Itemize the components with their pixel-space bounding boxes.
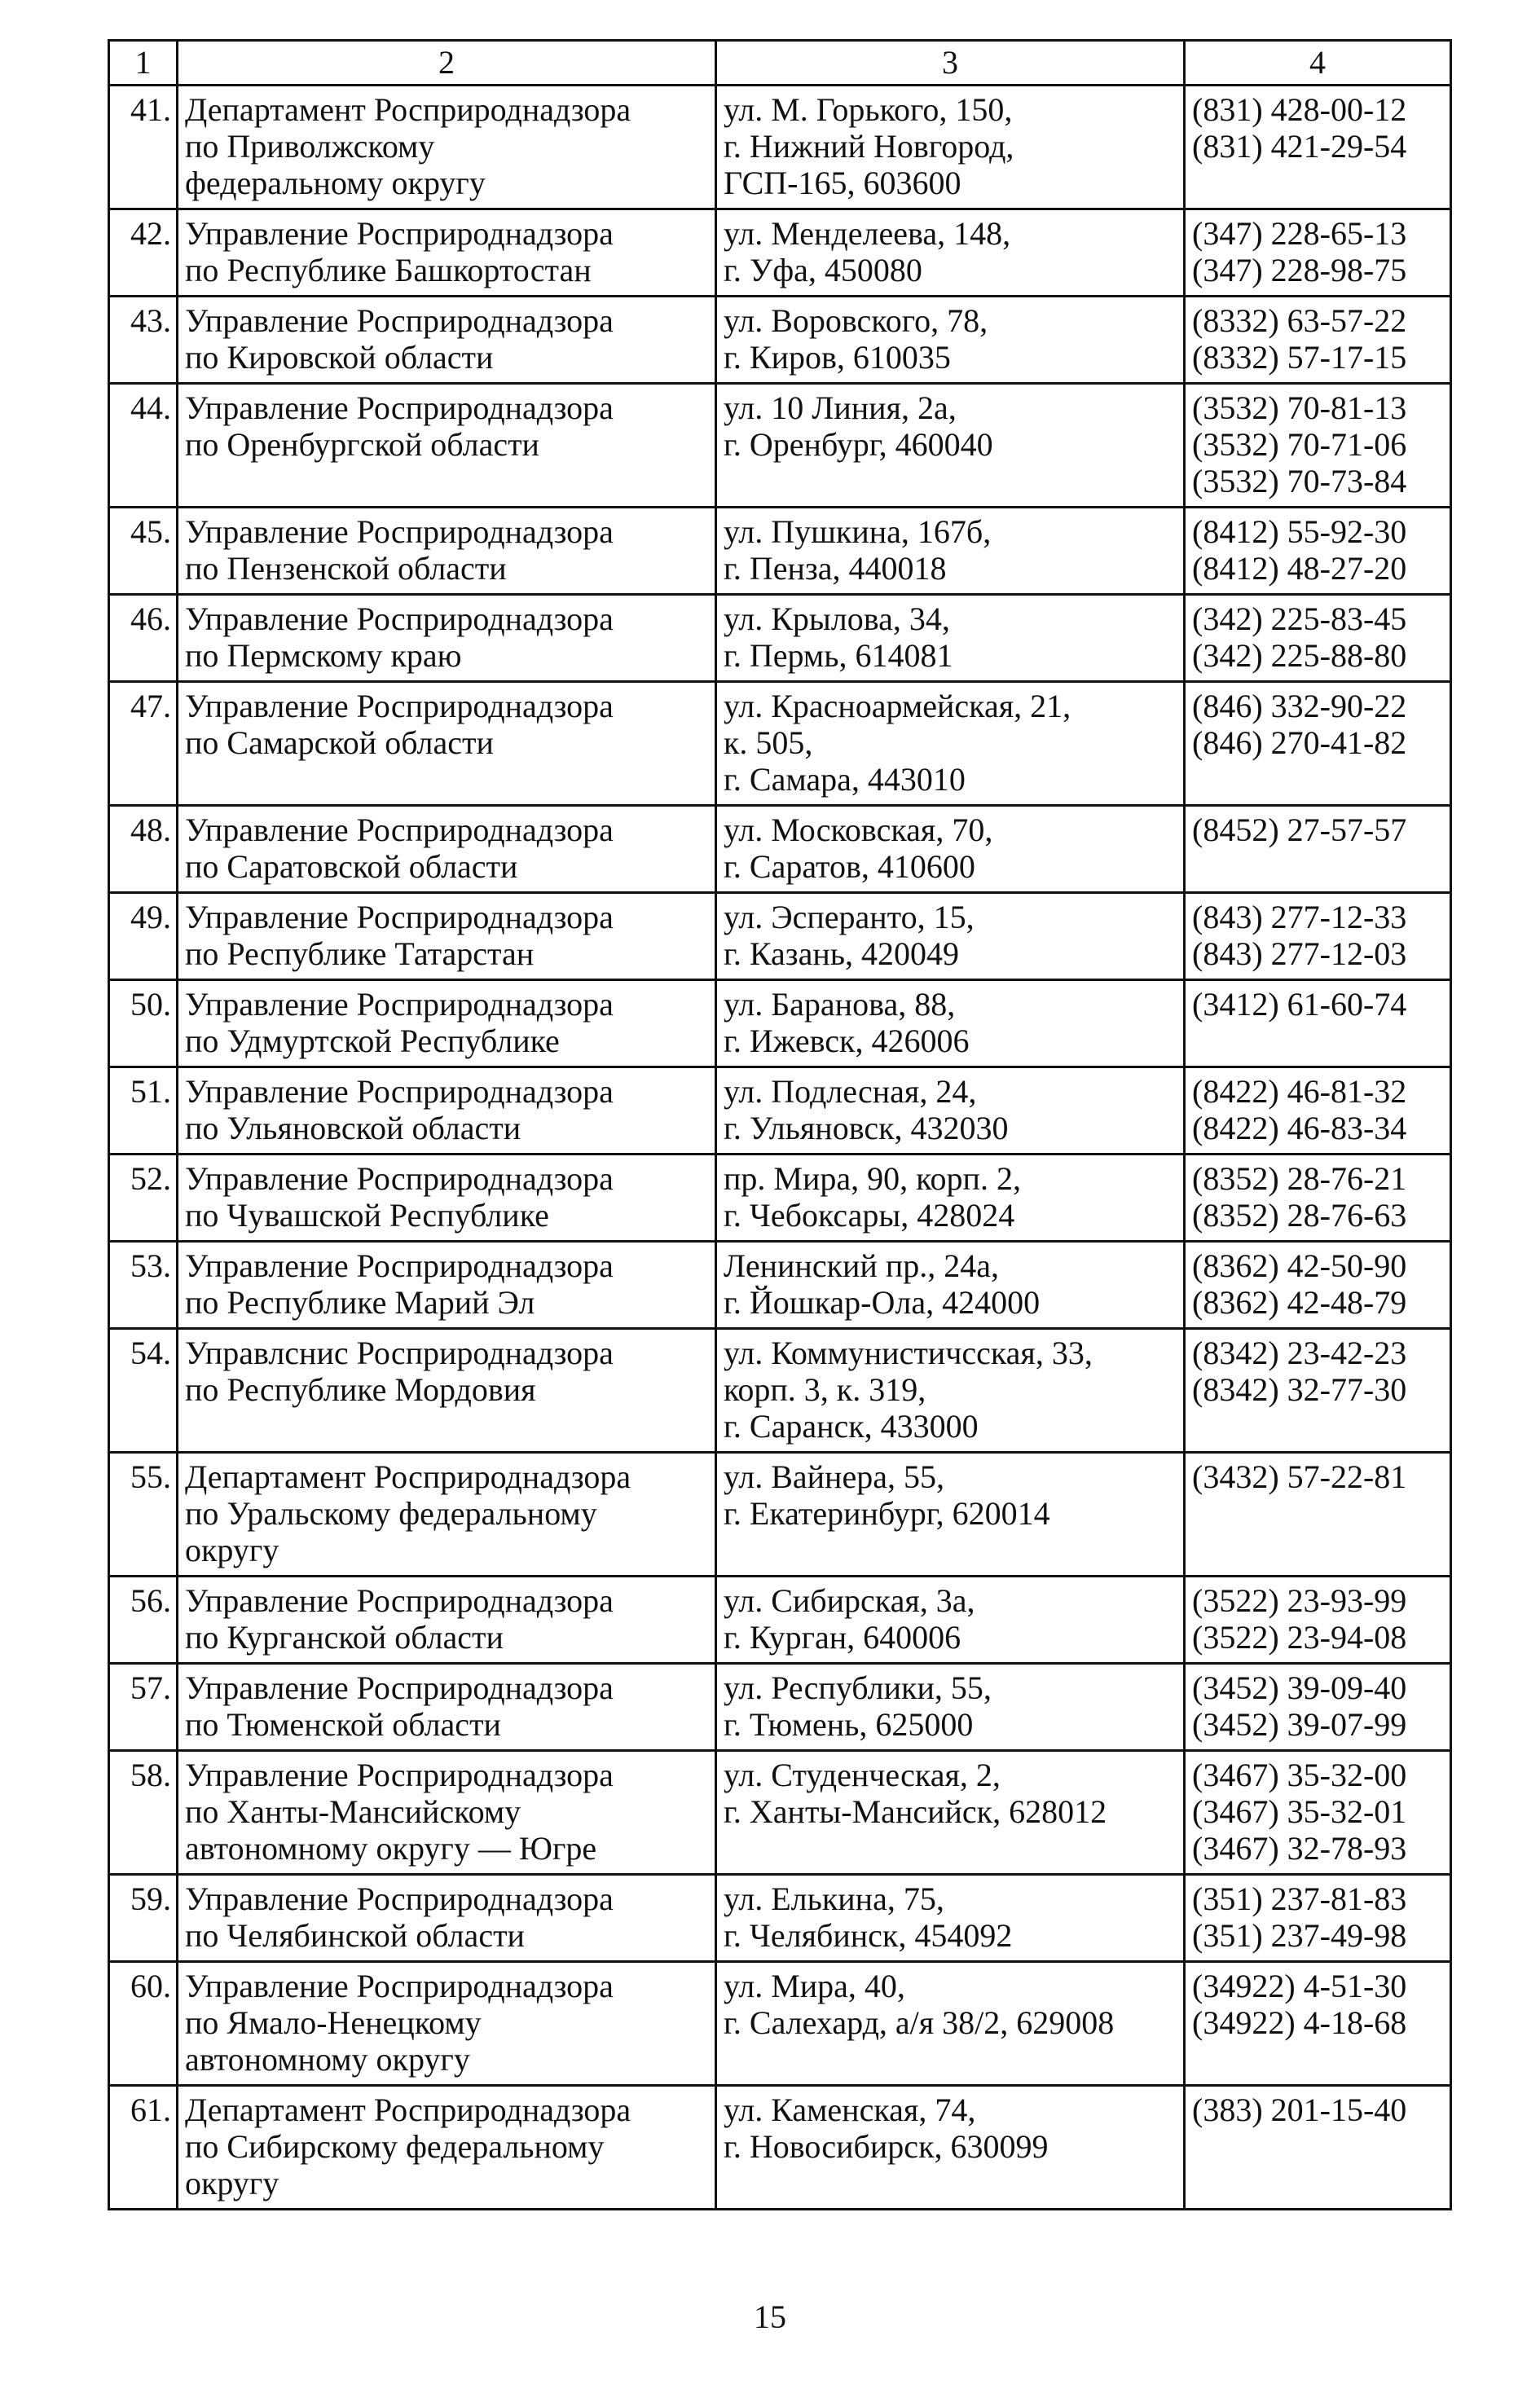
row-number: 56. <box>109 1577 178 1664</box>
address-cell <box>716 2086 1185 2210</box>
address-line: ул. Каменская, 74, <box>724 2092 976 2128</box>
phone-line: (351) 237-81-83 <box>1192 1880 1407 1917</box>
address-line: ул. Подлесная, 24, <box>724 1073 977 1110</box>
table-row <box>109 1329 1451 1453</box>
phones-cell <box>1185 2086 1451 2210</box>
address-line: Ленинский пр., 24а, <box>724 1247 999 1284</box>
phone-line: (8342) 23-42-23 <box>1192 1335 1407 1371</box>
address-line: г. Казань, 420049 <box>724 935 960 972</box>
address-line: ул. Баранова, 88, <box>724 986 956 1023</box>
organization-cell <box>178 1453 716 1577</box>
address-cell <box>716 209 1185 297</box>
address-cell <box>716 980 1185 1067</box>
address-line: г. Самара, 443010 <box>724 761 966 798</box>
organization-cell <box>178 1577 716 1664</box>
row-number: 41. <box>109 86 178 209</box>
phone-line: (831) 428-00-12 <box>1192 91 1407 128</box>
address-line: г. Ижевск, 426006 <box>724 1023 970 1059</box>
column-header-number: 1 <box>109 41 178 86</box>
phones-cell <box>1185 1962 1451 2086</box>
address-line: ул. Менделеева, 148, <box>724 215 1011 252</box>
row-number: 50. <box>109 980 178 1067</box>
address-line: корп. 3, к. 319, <box>724 1371 926 1408</box>
organization-line: по Курганской области <box>185 1619 504 1656</box>
address-cell <box>716 297 1185 384</box>
address-cell <box>716 1962 1185 2086</box>
table-body <box>109 86 1451 2210</box>
address-cell <box>716 1453 1185 1577</box>
address-line: г. Пермь, 614081 <box>724 637 953 674</box>
phone-line: (347) 228-98-75 <box>1192 252 1407 288</box>
organization-line: Управление Росприроднадзора <box>185 600 614 637</box>
table-row <box>109 86 1451 209</box>
organization-line: округу <box>185 2165 279 2201</box>
address-line: г. Йошкар-Ола, 424000 <box>724 1284 1041 1321</box>
row-number: 46. <box>109 595 178 682</box>
organization-line: округу <box>185 1532 279 1568</box>
address-line: ул. Студенческая, 2, <box>724 1757 1001 1793</box>
phones-cell <box>1185 1453 1451 1577</box>
phone-line: (8412) 55-92-30 <box>1192 513 1407 550</box>
address-cell <box>716 806 1185 893</box>
address-line: к. 505, <box>724 724 813 761</box>
phones-cell <box>1185 297 1451 384</box>
address-line: ул. Красноармейская, 21, <box>724 688 1071 724</box>
row-number: 51. <box>109 1067 178 1155</box>
address-line: ул. Республики, 55, <box>724 1669 992 1706</box>
address-line: ул. Елькина, 75, <box>724 1880 944 1917</box>
phone-line: (8362) 42-50-90 <box>1192 1247 1407 1284</box>
organization-cell <box>178 806 716 893</box>
address-cell <box>716 682 1185 806</box>
phone-line: (8352) 28-76-63 <box>1192 1197 1407 1234</box>
organization-line: по Чувашской Республике <box>185 1197 549 1234</box>
table-row <box>109 2086 1451 2210</box>
phone-line: (3467) 32-78-93 <box>1192 1830 1407 1867</box>
organization-line: по Кировской области <box>185 339 494 376</box>
row-number: 45. <box>109 508 178 595</box>
phones-cell <box>1185 595 1451 682</box>
column-header-address: 3 <box>716 41 1185 86</box>
organization-line: Департамент Росприроднадзора <box>185 2092 631 2128</box>
address-line: г. Нижний Новгород, <box>724 128 1014 165</box>
organization-line: автономному округу <box>185 2041 470 2078</box>
phones-cell <box>1185 1067 1451 1155</box>
phone-line: (3412) 61-60-74 <box>1192 986 1407 1023</box>
organization-line: по Пермскому краю <box>185 637 462 674</box>
organization-cell <box>178 384 716 508</box>
phone-line: (843) 277-12-03 <box>1192 935 1407 972</box>
organization-line: Управление Росприроднадзора <box>185 986 614 1023</box>
organization-line: по Ульяновской области <box>185 1110 521 1146</box>
phone-line: (8332) 63-57-22 <box>1192 302 1407 339</box>
address-line: ул. Коммунистичсская, 33, <box>724 1335 1093 1371</box>
organization-line: Департамент Росприроднадзора <box>185 91 631 128</box>
address-line: г. Тюмень, 625000 <box>724 1706 974 1743</box>
column-header-organization: 2 <box>178 41 716 86</box>
organization-line: по Удмуртской Республике <box>185 1023 560 1059</box>
address-cell <box>716 1242 1185 1329</box>
phone-line: (843) 277-12-33 <box>1192 899 1407 935</box>
organization-line: Управление Росприроднадзора <box>185 1669 614 1706</box>
phone-line: (383) 201-15-40 <box>1192 2092 1407 2128</box>
header-row <box>109 41 1451 86</box>
phone-line: (8362) 42-48-79 <box>1192 1284 1407 1321</box>
organization-line: по Республике Татарстан <box>185 935 535 972</box>
address-line: ГСП-165, 603600 <box>724 165 961 201</box>
organization-line: по Республике Башкортостан <box>185 252 592 288</box>
phones-cell <box>1185 1242 1451 1329</box>
phone-line: (3467) 35-32-01 <box>1192 1793 1407 1830</box>
table-row <box>109 1453 1451 1577</box>
address-cell <box>716 508 1185 595</box>
organization-line: Департамент Росприроднадзора <box>185 1458 631 1495</box>
table-row <box>109 1875 1451 1962</box>
organization-cell <box>178 682 716 806</box>
address-cell <box>716 1664 1185 1751</box>
address-line: ул. М. Горького, 150, <box>724 91 1013 128</box>
organization-cell <box>178 1664 716 1751</box>
organization-line: по Пензенской области <box>185 550 507 587</box>
row-number: 47. <box>109 682 178 806</box>
organization-line: по Республике Марий Эл <box>185 1284 535 1321</box>
row-number: 59. <box>109 1875 178 1962</box>
phone-line: (8422) 46-83-34 <box>1192 1110 1407 1146</box>
address-cell <box>716 1067 1185 1155</box>
address-line: г. Ульяновск, 432030 <box>724 1110 1009 1146</box>
table-row <box>109 209 1451 297</box>
organization-line: по Приволжскому <box>185 128 435 165</box>
table-row <box>109 682 1451 806</box>
row-number: 58. <box>109 1751 178 1875</box>
address-line: г. Саратов, 410600 <box>724 848 975 885</box>
phones-cell <box>1185 384 1451 508</box>
address-line: г. Киров, 610035 <box>724 339 951 376</box>
phone-line: (3452) 39-09-40 <box>1192 1669 1407 1706</box>
phone-line: (3532) 70-71-06 <box>1192 426 1407 463</box>
organization-line: Управлснис Росприроднадзора <box>185 1335 614 1371</box>
row-number: 55. <box>109 1453 178 1577</box>
organization-line: Управление Росприроднадзора <box>185 1073 614 1110</box>
phones-cell <box>1185 682 1451 806</box>
organization-line: Управление Росприроднадзора <box>185 1880 614 1917</box>
organization-cell <box>178 1155 716 1242</box>
organization-cell <box>178 1962 716 2086</box>
table-row <box>109 297 1451 384</box>
organization-cell <box>178 893 716 980</box>
phones-cell <box>1185 508 1451 595</box>
organization-cell <box>178 508 716 595</box>
address-line: ул. Вайнера, 55, <box>724 1458 944 1495</box>
address-cell <box>716 893 1185 980</box>
phone-line: (3532) 70-73-84 <box>1192 463 1407 499</box>
organization-line: Управление Росприроднадзора <box>185 899 614 935</box>
address-line: г. Уфа, 450080 <box>724 252 922 288</box>
address-cell <box>716 86 1185 209</box>
phone-line: (8412) 48-27-20 <box>1192 550 1407 587</box>
organization-line: по Ямало-Ненецкому <box>185 2004 482 2041</box>
table-row <box>109 1155 1451 1242</box>
phone-line: (3432) 57-22-81 <box>1192 1458 1407 1495</box>
directory-table <box>108 39 1452 2210</box>
organization-line: Управление Росприроднадзора <box>185 1582 614 1619</box>
row-number: 42. <box>109 209 178 297</box>
address-line: ул. Воровского, 78, <box>724 302 988 339</box>
organization-line: по Уральскому федеральному <box>185 1495 597 1532</box>
address-line: ул. Московская, 70, <box>724 812 993 848</box>
organization-line: федеральному округу <box>185 165 486 201</box>
address-line: г. Оренбург, 460040 <box>724 426 993 463</box>
phone-line: (8332) 57-17-15 <box>1192 339 1407 376</box>
row-number: 43. <box>109 297 178 384</box>
phone-line: (8342) 32-77-30 <box>1192 1371 1407 1408</box>
table-row <box>109 1577 1451 1664</box>
organization-line: Управление Росприроднадзора <box>185 1160 614 1197</box>
address-line: пр. Мира, 90, корп. 2, <box>724 1160 1021 1197</box>
phones-cell <box>1185 1751 1451 1875</box>
organization-cell <box>178 595 716 682</box>
address-cell <box>716 1577 1185 1664</box>
address-line: г. Екатеринбург, 620014 <box>724 1495 1050 1532</box>
phone-line: (846) 270-41-82 <box>1192 724 1407 761</box>
organization-line: Управление Росприроднадзора <box>185 688 614 724</box>
row-number: 61. <box>109 2086 178 2210</box>
organization-line: Управление Росприроднадзора <box>185 389 614 426</box>
organization-line: Управление Росприроднадзора <box>185 1968 614 2004</box>
address-cell <box>716 1751 1185 1875</box>
table-row <box>109 384 1451 508</box>
phone-line: (347) 228-65-13 <box>1192 215 1407 252</box>
row-number: 48. <box>109 806 178 893</box>
address-line: г. Курган, 640006 <box>724 1619 961 1656</box>
phones-cell <box>1185 806 1451 893</box>
table-row <box>109 893 1451 980</box>
address-line: ул. 10 Линия, 2а, <box>724 389 957 426</box>
address-line: ул. Пушкина, 167б, <box>724 513 992 550</box>
organization-line: по Ханты-Мансийскому <box>185 1793 521 1830</box>
row-number: 54. <box>109 1329 178 1453</box>
phone-line: (342) 225-83-45 <box>1192 600 1407 637</box>
phone-line: (351) 237-49-98 <box>1192 1917 1407 1954</box>
organization-cell <box>178 86 716 209</box>
address-cell <box>716 1155 1185 1242</box>
organization-line: по Челябинской области <box>185 1917 525 1954</box>
phone-line: (8452) 27-57-57 <box>1192 812 1407 848</box>
organization-cell <box>178 1067 716 1155</box>
organization-line: Управление Росприроднадзора <box>185 812 614 848</box>
phone-line: (3522) 23-94-08 <box>1192 1619 1407 1656</box>
phone-line: (3467) 35-32-00 <box>1192 1757 1407 1793</box>
organization-cell <box>178 297 716 384</box>
address-cell <box>716 384 1185 508</box>
phone-line: (8422) 46-81-32 <box>1192 1073 1407 1110</box>
phone-line: (342) 225-88-80 <box>1192 637 1407 674</box>
organization-cell <box>178 2086 716 2210</box>
address-line: г. Ханты-Мансийск, 628012 <box>724 1793 1107 1830</box>
organization-line: по Самарской области <box>185 724 494 761</box>
organization-line: по Сибирскому федеральному <box>185 2128 605 2165</box>
row-number: 57. <box>109 1664 178 1751</box>
organization-line: Управление Росприроднадзора <box>185 302 614 339</box>
address-line: г. Пенза, 440018 <box>724 550 947 587</box>
table-row <box>109 595 1451 682</box>
phone-line: (3522) 23-93-99 <box>1192 1582 1407 1619</box>
table-row <box>109 508 1451 595</box>
address-line: г. Чебоксары, 428024 <box>724 1197 1015 1234</box>
phones-cell <box>1185 980 1451 1067</box>
organization-line: автономному округу — Югре <box>185 1830 597 1867</box>
address-line: ул. Сибирская, 3а, <box>724 1582 975 1619</box>
row-number: 52. <box>109 1155 178 1242</box>
organization-cell <box>178 209 716 297</box>
organization-line: Управление Росприроднадзора <box>185 513 614 550</box>
address-line: г. Салехард, а/я 38/2, 629008 <box>724 2004 1115 2041</box>
directory-table-container <box>108 39 1450 2210</box>
phone-line: (34922) 4-18-68 <box>1192 2004 1407 2041</box>
organization-line: Управление Росприроднадзора <box>185 1757 614 1793</box>
organization-line: по Республике Мордовия <box>185 1371 536 1408</box>
table-row <box>109 1751 1451 1875</box>
organization-cell <box>178 980 716 1067</box>
column-header-phones: 4 <box>1185 41 1451 86</box>
phones-cell <box>1185 1875 1451 1962</box>
phones-cell <box>1185 1329 1451 1453</box>
organization-line: Управление Росприроднадзора <box>185 1247 614 1284</box>
organization-line: по Тюменской области <box>185 1706 501 1743</box>
address-line: г. Челябинск, 454092 <box>724 1917 1013 1954</box>
phone-line: (831) 421-29-54 <box>1192 128 1407 165</box>
address-line: г. Новосибирск, 630099 <box>724 2128 1049 2165</box>
row-number: 44. <box>109 384 178 508</box>
table-row <box>109 1067 1451 1155</box>
page-number: 15 <box>754 2298 786 2335</box>
table-row <box>109 1664 1451 1751</box>
phones-cell <box>1185 893 1451 980</box>
table-row <box>109 1242 1451 1329</box>
phones-cell <box>1185 86 1451 209</box>
table-row <box>109 1962 1451 2086</box>
table-row <box>109 806 1451 893</box>
address-line: г. Саранск, 433000 <box>724 1408 979 1445</box>
organization-cell <box>178 1875 716 1962</box>
phone-line: (8352) 28-76-21 <box>1192 1160 1407 1197</box>
address-line: ул. Крылова, 34, <box>724 600 950 637</box>
row-number: 53. <box>109 1242 178 1329</box>
organization-cell <box>178 1242 716 1329</box>
phone-line: (3452) 39-07-99 <box>1192 1706 1407 1743</box>
address-cell <box>716 1875 1185 1962</box>
phones-cell <box>1185 1155 1451 1242</box>
organization-line: по Оренбургской области <box>185 426 539 463</box>
phone-line: (3532) 70-81-13 <box>1192 389 1407 426</box>
address-cell <box>716 1329 1185 1453</box>
organization-line: Управление Росприроднадзора <box>185 215 614 252</box>
table-row <box>109 980 1451 1067</box>
row-number: 49. <box>109 893 178 980</box>
phones-cell <box>1185 1664 1451 1751</box>
address-line: ул. Мира, 40, <box>724 1968 905 2004</box>
address-cell <box>716 595 1185 682</box>
organization-cell <box>178 1751 716 1875</box>
phones-cell <box>1185 1577 1451 1664</box>
organization-cell <box>178 1329 716 1453</box>
phone-line: (846) 332-90-22 <box>1192 688 1407 724</box>
phones-cell <box>1185 209 1451 297</box>
organization-line: по Саратовской области <box>185 848 518 885</box>
address-line: ул. Эсперанто, 15, <box>724 899 975 935</box>
row-number: 60. <box>109 1962 178 2086</box>
phone-line: (34922) 4-51-30 <box>1192 1968 1407 2004</box>
